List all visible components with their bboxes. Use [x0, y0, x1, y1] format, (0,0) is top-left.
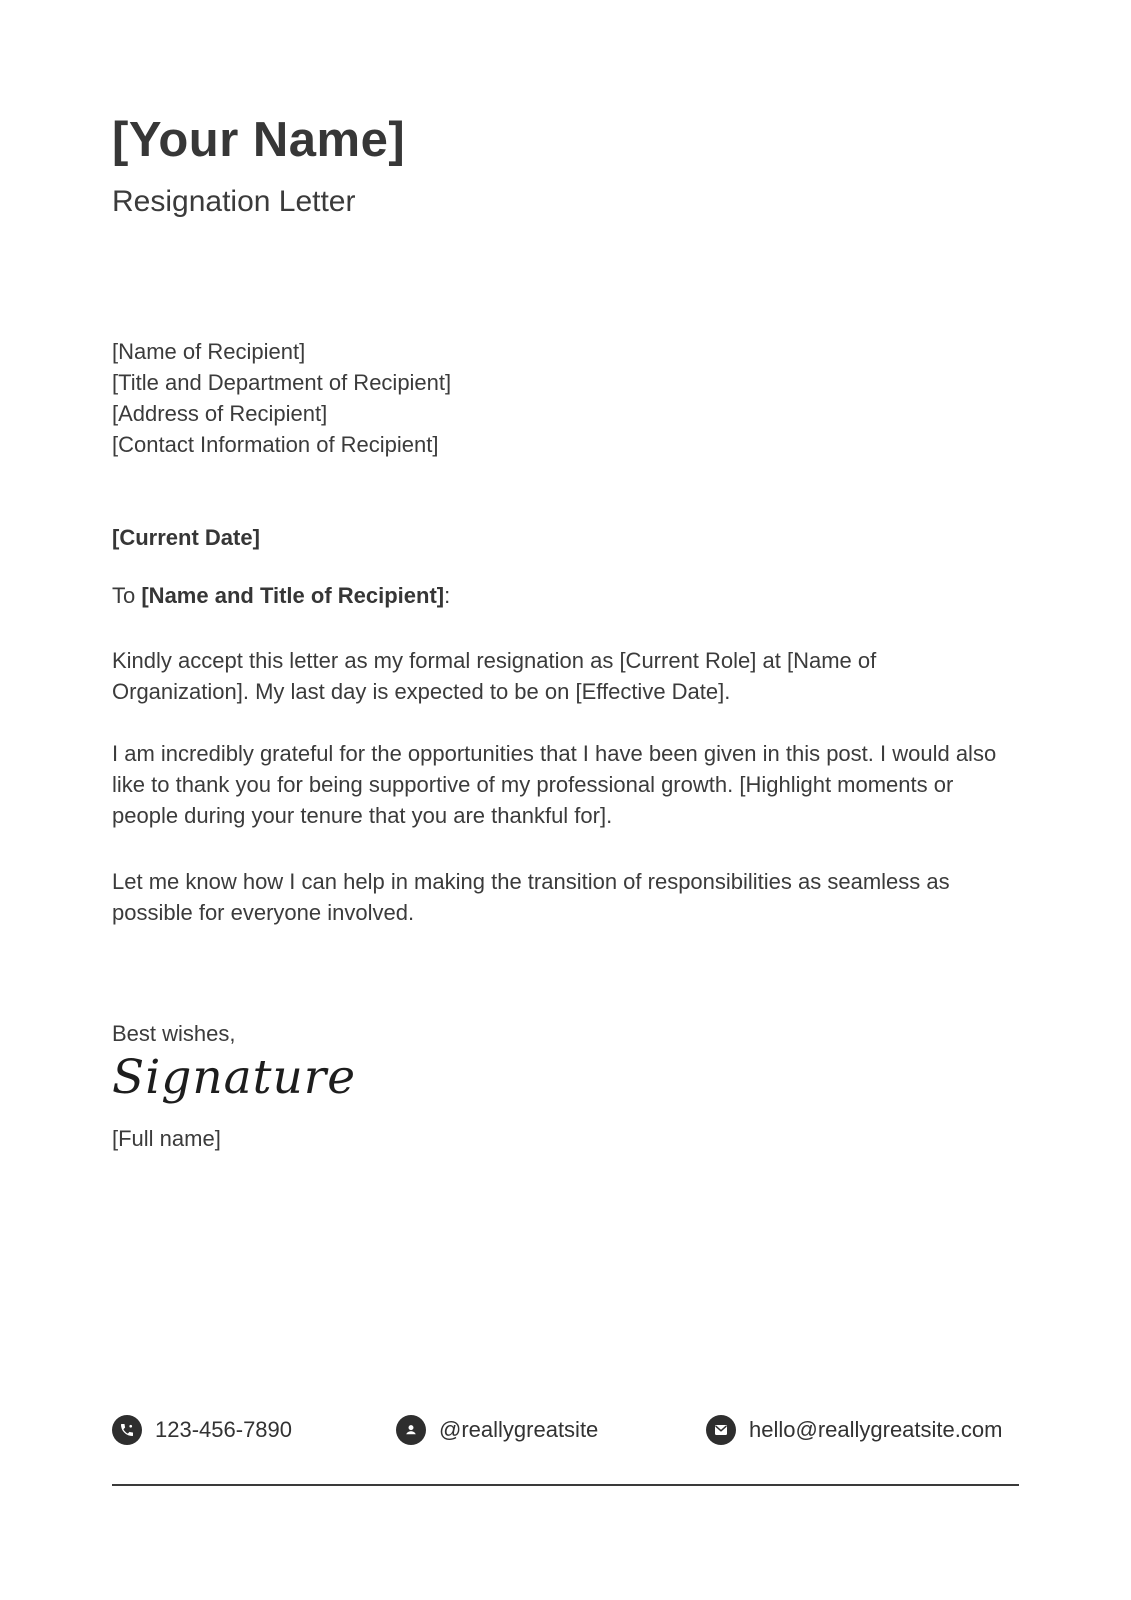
salutation-line	[112, 584, 1019, 608]
paragraph-resignation: Kindly accept this letter as my formal resignation as [Current Role] at [Name of Organization]. My last day is expected to be on [Effective Date].	[112, 648, 877, 704]
recipient-block	[112, 336, 1019, 460]
page-subtitle: Resignation Letter	[112, 185, 356, 218]
salutation-prefix: To	[112, 583, 142, 608]
footer-social-text: @reallygreatsite	[439, 1417, 599, 1442]
footer-email	[706, 1415, 1002, 1445]
full-name: [Full name]	[112, 1126, 221, 1151]
recipient-address-line: [Address of Recipient]	[112, 401, 328, 426]
current-date: [Current Date]	[112, 525, 260, 550]
recipient-name-line: [Name of Recipient]	[112, 339, 306, 364]
paragraph-transition: Let me know how I can help in making the transition of responsibilities as seamless as possible for everyone involved.	[112, 869, 950, 925]
recipient-contact-line: [Contact Information of Recipient]	[112, 432, 439, 457]
footer-email-text: hello@reallygreatsite.com	[749, 1417, 1003, 1442]
envelope-icon	[706, 1415, 736, 1445]
salutation-suffix: :	[444, 583, 451, 608]
salutation-recipient: [Name and Title of Recipient]	[141, 583, 445, 608]
recipient-title-line: [Title and Department of Recipient]	[112, 370, 452, 395]
signature-script: Signature	[112, 1050, 357, 1105]
paragraph-gratitude: I am incredibly grateful for the opportunities that I have been given in this post. I would also like to thank you for being supportive of my professional growth. [Highlight moments or people during your tenure that you are thankful for].	[112, 741, 997, 828]
phone-icon	[112, 1415, 142, 1445]
footer-phone	[112, 1415, 292, 1445]
contact-footer	[112, 1415, 1019, 1447]
footer-phone-text: 123-456-7890	[155, 1417, 293, 1442]
page-title: [Your Name]	[112, 113, 406, 167]
footer-social	[396, 1415, 598, 1445]
valediction: Best wishes,	[112, 1021, 236, 1046]
footer-divider	[112, 1484, 1019, 1486]
person-icon	[396, 1415, 426, 1445]
